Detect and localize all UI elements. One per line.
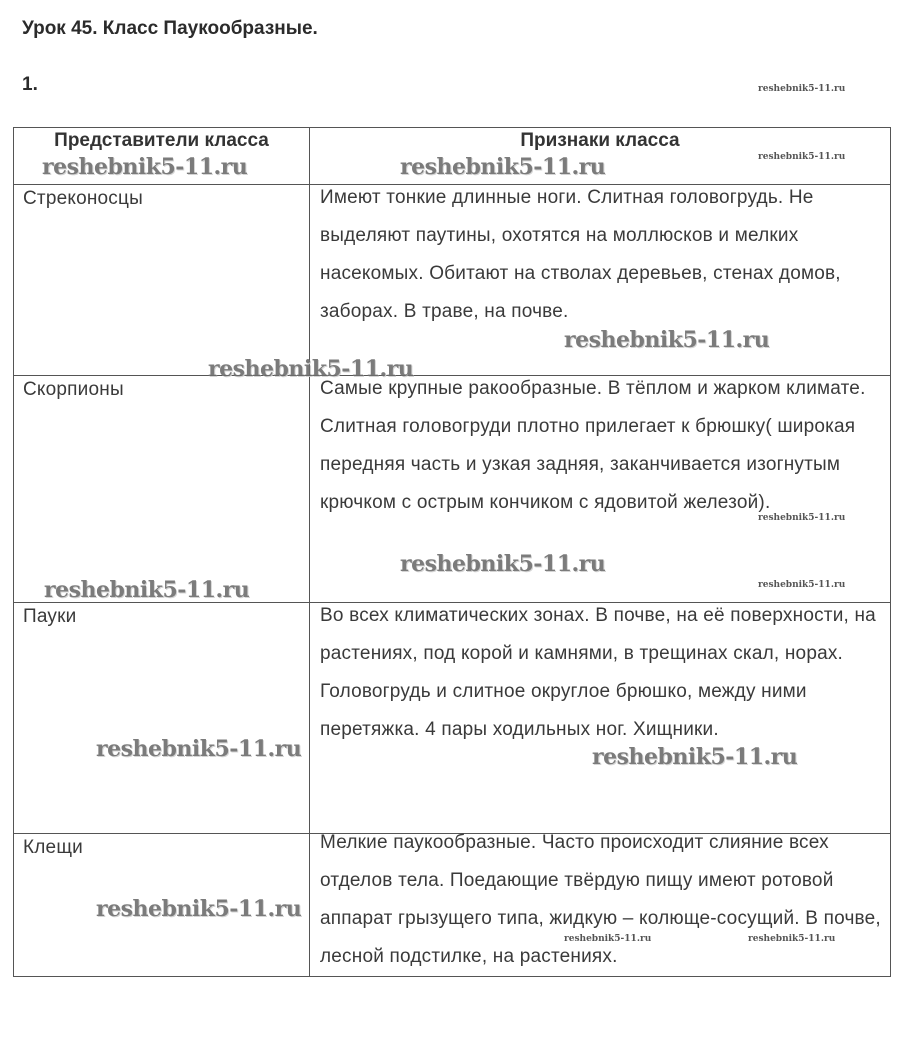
- representative-cell: Стреконосцы: [14, 185, 310, 376]
- watermark: reshebnik5-11.ru: [758, 152, 846, 162]
- representative-cell: Клещи: [14, 834, 310, 977]
- watermark: reshebnik5-11.ru: [592, 744, 798, 770]
- column-header-representatives: Представители класса: [14, 128, 310, 185]
- features-cell: Самые крупные ракообразные. В тёплом и жарком климате. Слитная головогруди плотно прилегает к брюшку( широкая передняя часть и узкая задняя, заканчивается изогнутым крючком с острым кончиком с ядовитой железой).: [310, 376, 891, 603]
- watermark: reshebnik5-11.ru: [758, 84, 846, 94]
- table-row: [14, 603, 891, 834]
- watermark: reshebnik5-11.ru: [400, 551, 606, 577]
- watermark: reshebnik5-11.ru: [564, 327, 770, 353]
- task-number: 1.: [22, 74, 38, 95]
- watermark: reshebnik5-11.ru: [564, 934, 652, 944]
- watermark: reshebnik5-11.ru: [208, 356, 414, 382]
- representative-cell: Пауки: [14, 603, 310, 834]
- watermark: reshebnik5-11.ru: [758, 513, 846, 523]
- watermark: reshebnik5-11.ru: [42, 154, 248, 180]
- features-cell: Имеют тонкие длинные ноги. Слитная головогрудь. Не выделяют паутины, охотятся на моллюсков и мелких насекомых. Обитают на стволах деревьев, стенах домов, заборах. В траве, на почве.: [310, 185, 891, 376]
- watermark: reshebnik5-11.ru: [400, 154, 606, 180]
- watermark: reshebnik5-11.ru: [96, 896, 302, 922]
- features-cell: Мелкие паукообразные. Часто происходит слияние всех отделов тела. Поедающие твёрдую пищу имеют ротовой аппарат грызущего типа, жидкую – колюще-сосущий. В почве, лесной подстилке, на растениях.: [310, 834, 891, 977]
- watermark: reshebnik5-11.ru: [96, 736, 302, 762]
- page-title: Урок 45. Класс Паукообразные.: [22, 18, 318, 39]
- representative-cell: Скорпионы: [14, 376, 310, 603]
- column-header-features: Признаки класса: [310, 128, 891, 185]
- features-cell: Во всех климатических зонах. В почве, на её поверхности, на растениях, под корой и камнями, в трещинах скал, норах. Головогрудь и слитное округлое брюшко, между ними перетяжка. 4 пары ходильных ног. Хищники.: [310, 603, 891, 834]
- watermark: reshebnik5-11.ru: [748, 934, 836, 944]
- watermark: reshebnik5-11.ru: [44, 577, 250, 603]
- watermark: reshebnik5-11.ru: [758, 580, 846, 590]
